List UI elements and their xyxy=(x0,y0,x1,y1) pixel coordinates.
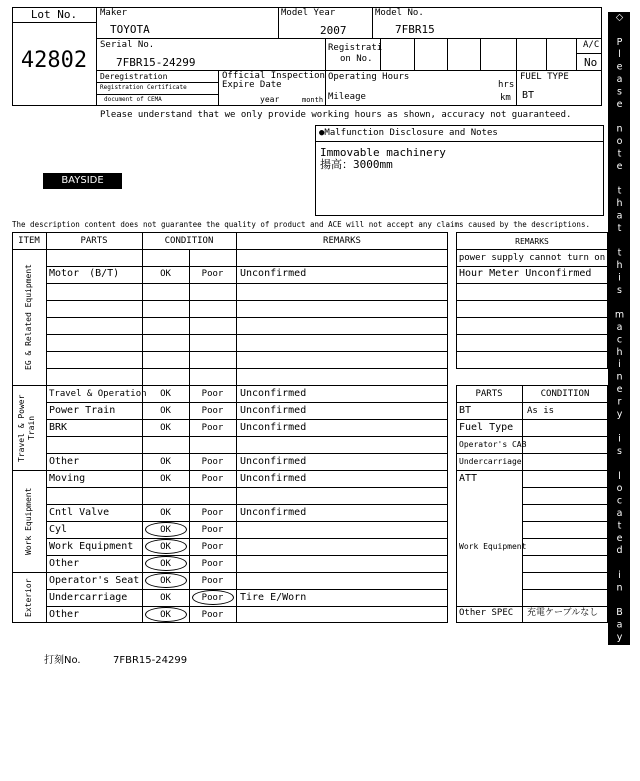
side-parts-header: PARTS xyxy=(475,389,503,399)
remark: Tire E/Worn xyxy=(240,592,307,603)
operating-hours-label: Operating Hours xyxy=(328,72,410,82)
km-unit: km xyxy=(500,93,511,103)
deregistration-label: Deregistration xyxy=(100,72,168,81)
location-sidebar xyxy=(608,12,630,781)
ok-mark: OK xyxy=(160,525,171,535)
part-name: Motor (B/T) xyxy=(49,268,120,279)
stamp-number-value: 7FBR15-24299 xyxy=(113,655,188,666)
side-remark-line-1: power supply cannot turn on xyxy=(458,253,606,263)
working-hours-notice: Please understand that we only provide working hours as shown, accuracy not guaranteed. xyxy=(100,110,572,120)
fuel-type-value: BT xyxy=(522,90,535,101)
inspection-month-label: month xyxy=(302,96,324,104)
ok-mark: OK xyxy=(160,406,171,416)
part-name: BRK xyxy=(49,422,68,433)
ok-mark: OK xyxy=(160,423,171,433)
col-condition-header: CONDITION xyxy=(164,236,214,246)
inspection-label-1: Official Inspection xyxy=(222,71,325,81)
header-frame xyxy=(12,7,602,106)
ok-mark: OK xyxy=(160,269,171,279)
side-bt-value: As is xyxy=(527,406,555,416)
ok-mark: OK xyxy=(160,542,171,552)
remark: Unconfirmed xyxy=(240,268,307,279)
ok-mark: OK xyxy=(160,576,171,586)
part-name: Cntl Valve xyxy=(49,507,110,518)
part-name: Other xyxy=(49,456,80,467)
remark: Unconfirmed xyxy=(240,456,307,467)
poor-mark: Poor xyxy=(201,593,224,603)
location-note-vertical: ◇ Please note that this machinery is located in Bayside Yard ◇ xyxy=(614,12,625,781)
ok-mark: OK xyxy=(160,508,171,518)
registration-certificate-label: Registration Certificate xyxy=(100,84,187,91)
model-year-value: 2007 xyxy=(320,24,347,37)
side-condition-header: CONDITION xyxy=(540,389,590,399)
registration-label-1: Registrati xyxy=(328,43,383,53)
side-undercarriage-label: Undercarriage xyxy=(459,457,522,466)
poor-mark: Poor xyxy=(201,542,224,552)
poor-circle-mark xyxy=(192,590,234,605)
part-name: Travel & Operation xyxy=(49,389,147,399)
group-travel-power-1: Travel & Power xyxy=(17,394,26,462)
col-remarks-header: REMARKS xyxy=(323,236,361,246)
poor-mark: Poor xyxy=(201,269,224,279)
part-name: Work Equipment xyxy=(49,541,134,552)
poor-mark: Poor xyxy=(201,457,224,467)
group-eg-related: EG & Related Equipment xyxy=(24,264,33,371)
group-work-equipment: Work Equipment xyxy=(24,487,33,556)
poor-mark: Poor xyxy=(201,406,224,416)
lot-label: Lot No. xyxy=(30,8,78,21)
side-bt-label: BT xyxy=(459,405,472,416)
hrs-unit: hrs xyxy=(498,80,515,90)
part-name: Other xyxy=(49,558,80,569)
ok-circle-mark xyxy=(145,556,187,571)
group-travel-power-2: Train xyxy=(27,415,36,441)
malfunction-line-2: 揚高：3000mm xyxy=(320,158,393,171)
ok-mark: OK xyxy=(160,559,171,569)
ok-circle-mark xyxy=(145,607,187,622)
group-exterior: Exterior xyxy=(24,578,33,618)
serial-label: Serial No. xyxy=(100,40,155,50)
fuel-type-label: FUEL TYPE xyxy=(520,72,569,82)
ok-mark: OK xyxy=(160,474,171,484)
cema-document-label: document of CEMA xyxy=(104,96,162,103)
poor-mark: Poor xyxy=(201,474,224,484)
ok-mark: OK xyxy=(160,389,171,399)
stamp-number-label: 打刻No. xyxy=(44,655,81,666)
model-no-value: 7FBR15 xyxy=(395,23,435,36)
side-remark-line-2: Hour Meter Unconfirmed xyxy=(459,268,592,279)
ok-mark: OK xyxy=(160,457,171,467)
poor-mark: Poor xyxy=(201,525,224,535)
lot-number: 42802 xyxy=(20,48,88,73)
malfunction-line-1: Immovable machinery xyxy=(320,146,446,159)
side-work-equipment-label: Work Equipment xyxy=(459,542,527,551)
ok-circle-mark xyxy=(145,573,187,588)
col-item-header: ITEM xyxy=(18,236,40,246)
poor-mark: Poor xyxy=(201,508,224,518)
poor-mark: Poor xyxy=(201,559,224,569)
part-name: Undercarriage xyxy=(49,592,128,603)
mileage-label: Mileage xyxy=(328,92,366,102)
ok-mark: OK xyxy=(160,593,171,603)
side-other-spec-value: 充電ケーブルなし xyxy=(527,608,599,618)
inspection-label-2: Expire Date xyxy=(222,80,282,90)
side-fuel-type-label: Fuel Type xyxy=(459,422,514,433)
side-operators-cab-label: Operator's CAB xyxy=(459,440,527,449)
side-att-label: ATT xyxy=(459,473,478,484)
malfunction-title: ●Malfunction Disclosure and Notes xyxy=(319,128,498,138)
inspection-year-label: year xyxy=(260,95,280,104)
poor-mark: Poor xyxy=(201,610,224,620)
poor-mark: Poor xyxy=(201,389,224,399)
remark: Unconfirmed xyxy=(240,473,307,484)
remark: Unconfirmed xyxy=(240,507,307,518)
col-parts-header: PARTS xyxy=(80,236,108,246)
part-name: Operator's Seat xyxy=(49,575,140,586)
ok-mark: OK xyxy=(160,610,171,620)
maker-value: TOYOTA xyxy=(110,23,150,36)
remark: Unconfirmed xyxy=(240,405,307,416)
maker-label: Maker xyxy=(100,8,128,18)
model-no-label: Model No. xyxy=(375,8,424,18)
part-name: Power Train xyxy=(49,405,116,416)
side-other-spec-label: Other SPEC xyxy=(459,608,514,618)
location-badge: BAYSIDE xyxy=(43,173,122,189)
ok-circle-mark xyxy=(145,522,187,537)
side-remarks-title: REMARKS xyxy=(515,237,549,246)
remark: Unconfirmed xyxy=(240,422,307,433)
ac-value: No xyxy=(584,56,598,69)
poor-mark: Poor xyxy=(201,576,224,586)
poor-mark: Poor xyxy=(201,423,224,433)
ok-circle-mark xyxy=(145,539,187,554)
part-name: Other xyxy=(49,609,80,620)
disclaimer-text: The description content does not guarantee the quality of product and ACE will not accept any claims caused by the descriptions. xyxy=(12,220,590,229)
part-name: Cyl xyxy=(49,524,68,535)
ac-label: A/C xyxy=(583,40,600,50)
registration-label-2: on No. xyxy=(340,54,373,64)
remark: Unconfirmed xyxy=(240,388,307,399)
part-name: Moving xyxy=(49,473,86,484)
model-year-label: Model Year xyxy=(281,8,336,18)
serial-value: 7FBR15-24299 xyxy=(116,56,196,69)
